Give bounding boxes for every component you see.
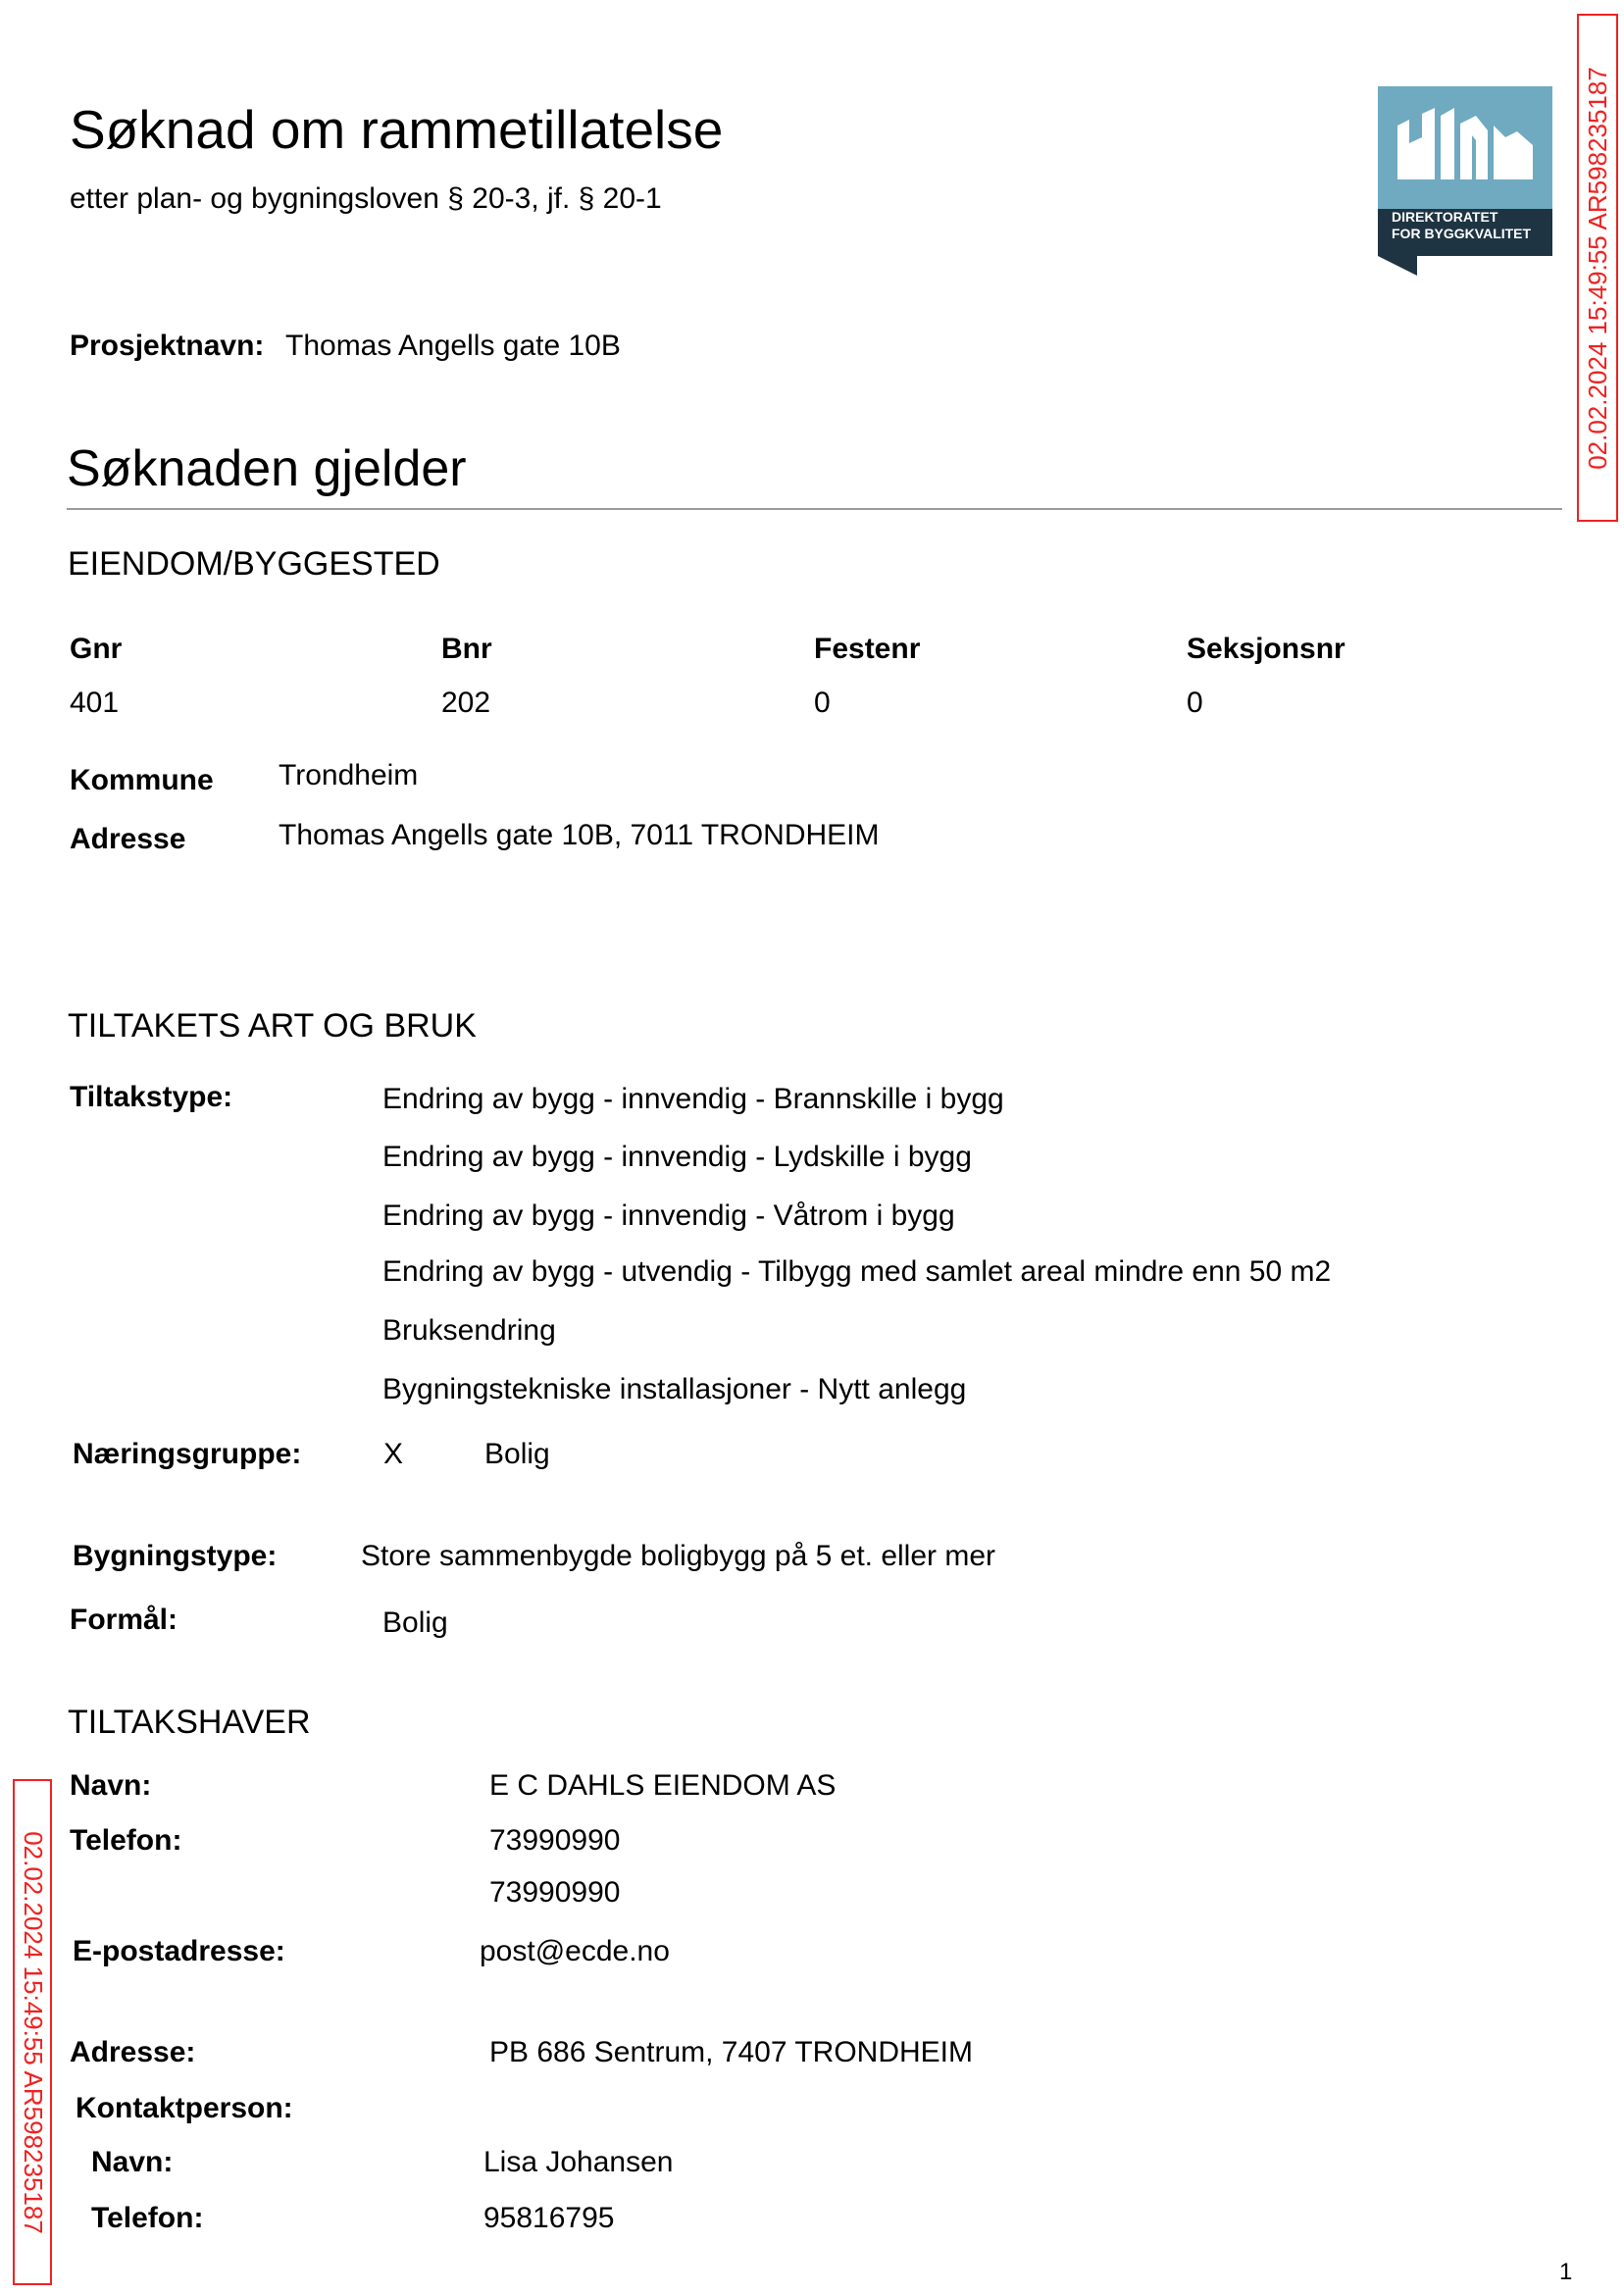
naeringsgruppe-label: Næringsgruppe: <box>73 1438 302 1470</box>
property-heading: EIENDOM/BYGGESTED <box>68 545 440 583</box>
epost-label: E-postadresse: <box>73 1935 285 1967</box>
logo-line-1: DIREKTORATET <box>1392 209 1498 225</box>
page-number: 1 <box>1559 2259 1573 2285</box>
tiltakstype-item: Endring av bygg - innvendig - Lydskille i bygg <box>382 1141 972 1173</box>
document-subtitle: etter plan- og bygningsloven § 20-3, jf. § 20-1 <box>70 182 662 215</box>
column-festenr: Festenr <box>814 633 921 665</box>
telefon-value: 73990990 <box>489 1876 621 1909</box>
value-festenr: 0 <box>814 687 831 719</box>
column-seksjonsnr: Seksjonsnr <box>1187 633 1345 665</box>
dibk-logo-icon <box>1378 86 1552 276</box>
navn-label: Navn: <box>70 1769 152 1802</box>
tiltakstype-item: Endring av bygg - utvendig - Tilbygg med samlet areal mindre enn 50 m2 <box>382 1255 1332 1288</box>
formal-value: Bolig <box>382 1606 448 1639</box>
logo-text <box>1392 209 1531 242</box>
tiltakshaver-heading: TILTAKSHAVER <box>68 1704 311 1741</box>
tiltakshaver-adresse-value: PB 686 Sentrum, 7407 TRONDHEIM <box>489 2036 973 2068</box>
kontaktperson-label: Kontaktperson: <box>76 2092 293 2124</box>
telefon-value: 73990990 <box>489 1824 621 1857</box>
formal-label: Formål: <box>70 1604 178 1636</box>
tiltakstype-item: Bruksendring <box>382 1314 556 1347</box>
tiltak-heading: TILTAKETS ART OG BRUK <box>68 1007 477 1045</box>
bygningstype-label: Bygningstype: <box>73 1540 278 1572</box>
kontakt-telefon-value: 95816795 <box>483 2202 615 2234</box>
bygningstype-value: Store sammenbygde boligbygg på 5 et. eller mer <box>361 1540 996 1572</box>
logo-line-2: FOR BYGGKVALITET <box>1392 226 1532 241</box>
naeringsgruppe-mark: X <box>383 1438 404 1470</box>
project-label: Prosjektnavn: <box>70 330 265 362</box>
value-bnr: 202 <box>441 687 491 719</box>
kontakt-telefon-label: Telefon: <box>91 2202 204 2234</box>
receipt-stamp-top <box>1577 14 1618 522</box>
kontakt-navn-value: Lisa Johansen <box>483 2146 674 2178</box>
adresse-label: Adresse <box>70 823 186 855</box>
tiltakshaver-adresse-label: Adresse: <box>70 2036 196 2068</box>
tiltakstype-item: Endring av bygg - innvendig - Våtrom i bygg <box>382 1199 955 1232</box>
section-heading: Søknaden gjelder <box>67 440 467 497</box>
receipt-stamp-bottom <box>13 1779 52 2285</box>
kommune-value: Trondheim <box>279 759 419 791</box>
tiltakstype-label: Tiltakstype: <box>70 1081 233 1113</box>
section-divider <box>67 508 1562 510</box>
column-bnr: Bnr <box>441 633 492 665</box>
tiltakstype-item: Bygningstekniske installasjoner - Nytt anlegg <box>382 1373 967 1405</box>
kontakt-navn-label: Navn: <box>91 2146 174 2178</box>
stamp-text: 02.02.2024 15:49:55 AR598235187 <box>18 1830 48 2234</box>
column-gnr: Gnr <box>70 633 123 665</box>
project-value: Thomas Angells gate 10B <box>285 330 621 362</box>
stamp-text: 02.02.2024 15:49:55 AR598235187 <box>1582 66 1612 470</box>
naeringsgruppe-value: Bolig <box>484 1438 550 1470</box>
adresse-value: Thomas Angells gate 10B, 7011 TRONDHEIM <box>279 819 880 851</box>
value-gnr: 401 <box>70 687 120 719</box>
telefon-label: Telefon: <box>70 1824 182 1857</box>
value-seksjonsnr: 0 <box>1187 687 1203 719</box>
tiltakstype-item: Endring av bygg - innvendig - Brannskille i bygg <box>382 1083 1004 1115</box>
document-title: Søknad om rammetillatelse <box>70 99 724 160</box>
navn-value: E C DAHLS EIENDOM AS <box>489 1769 837 1802</box>
epost-value: post@ecde.no <box>480 1935 670 1967</box>
kommune-label: Kommune <box>70 764 214 796</box>
